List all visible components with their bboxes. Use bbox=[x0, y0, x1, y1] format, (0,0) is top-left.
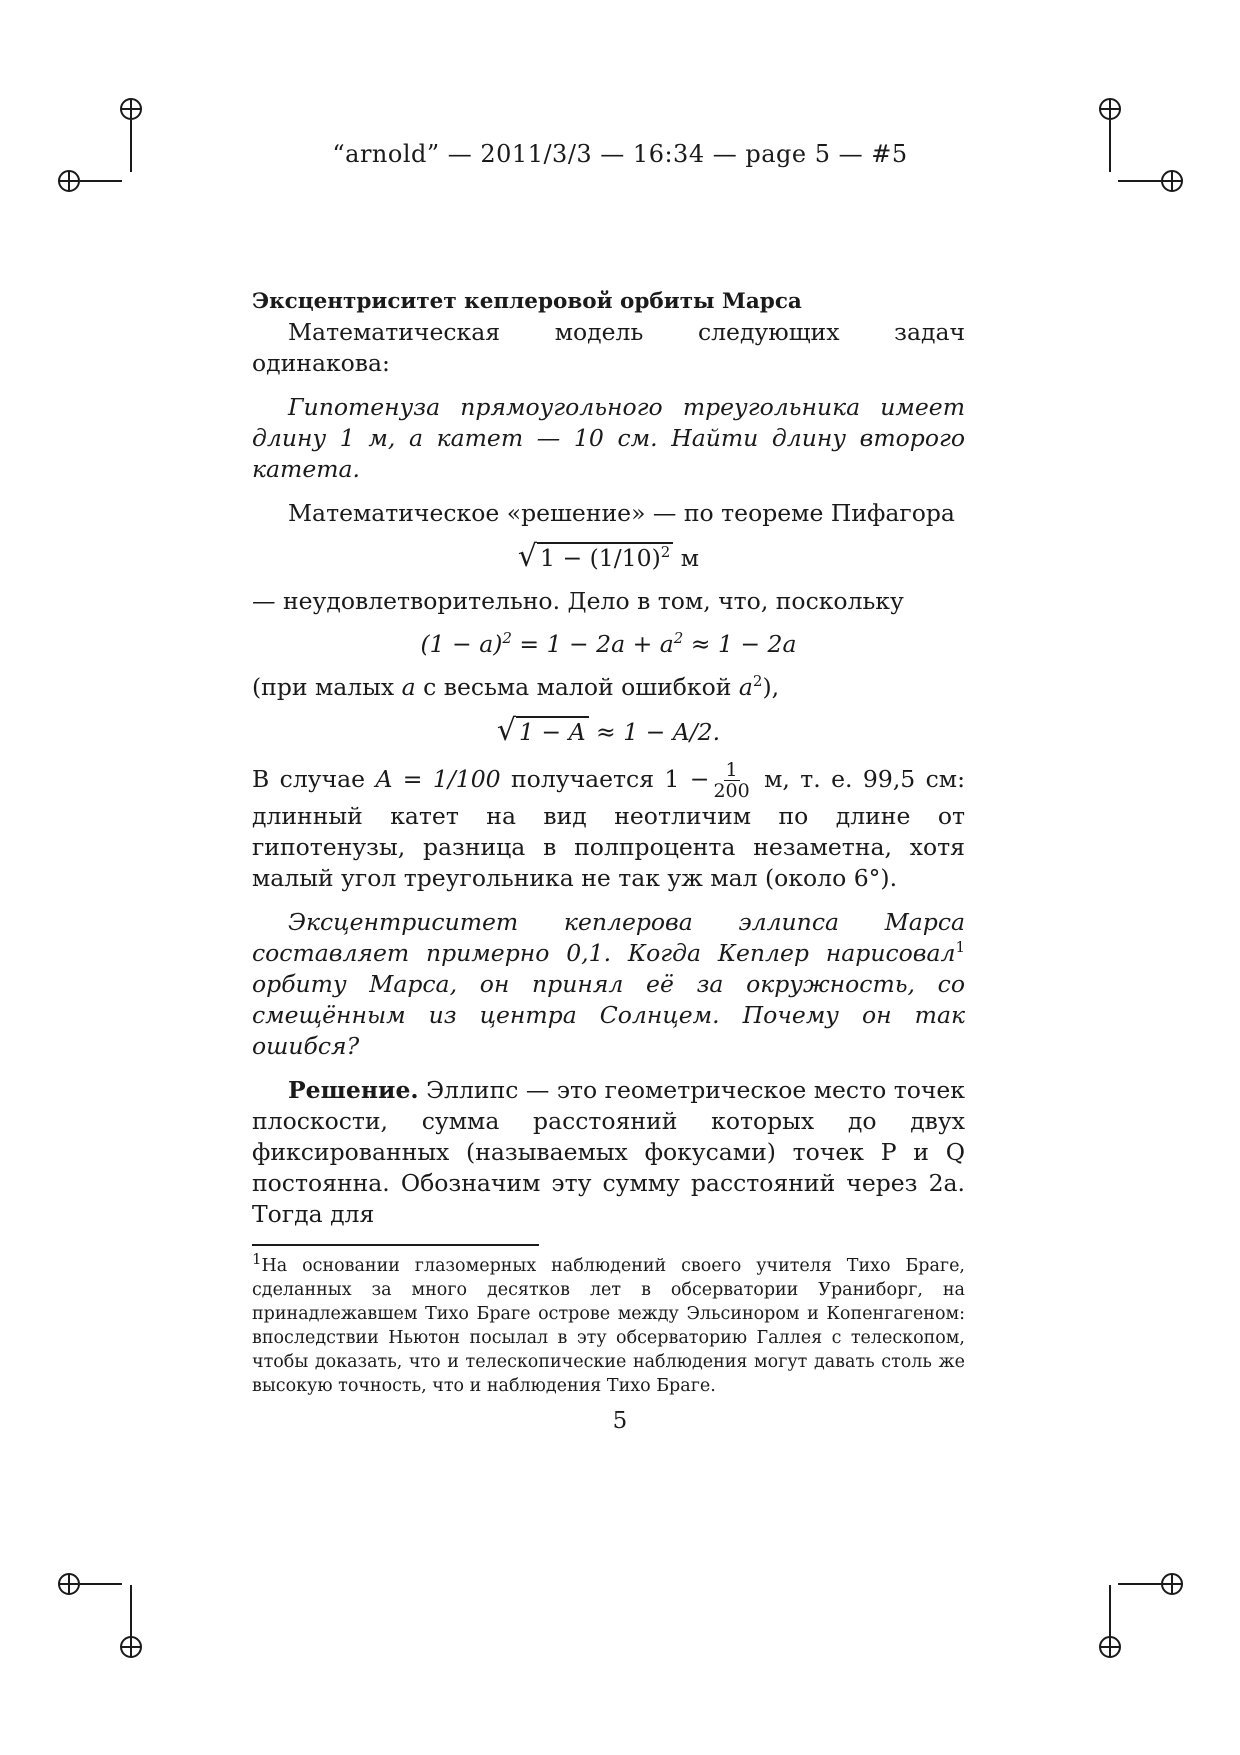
text-part: м, т. е. 99,5 см: длинный катет на вид неотличим по длине от гипотенузы, разница в полпроцента незаметна, хотя малый угол треугольника не так уж мал (около 6°). bbox=[252, 765, 965, 892]
solution-label: Решение. bbox=[288, 1076, 419, 1104]
exponent: 2 bbox=[502, 629, 512, 648]
registration-target-icon bbox=[1161, 170, 1183, 192]
sqrt-radicand: 1 − A bbox=[516, 716, 589, 746]
formula-approx bbox=[252, 715, 965, 748]
exponent: 2 bbox=[752, 672, 763, 691]
formula-part: ≈ 1 − 2a bbox=[683, 630, 797, 658]
numerator: 1 bbox=[725, 759, 738, 781]
registration-target-icon bbox=[1099, 1636, 1121, 1658]
crop-line bbox=[1118, 180, 1161, 182]
footnote-mark: 1 bbox=[252, 1249, 262, 1268]
text-part: орбиту Марса, он принял её за окружность, со смещённым из центра Солнцем. Почему он так ошибся? bbox=[252, 970, 965, 1060]
sqrt-expression bbox=[497, 715, 589, 748]
crop-line bbox=[130, 1585, 132, 1637]
sqrt-icon: √ bbox=[517, 539, 538, 574]
section-title: Эксцентриситет кеплеровой орбиты Марса bbox=[252, 289, 802, 314]
footnote-ref: 1 bbox=[955, 938, 965, 957]
footnote bbox=[252, 1249, 965, 1398]
math-var: a bbox=[738, 673, 753, 701]
formula-sqrt bbox=[252, 541, 965, 574]
text-part: с весьма малой ошибкой bbox=[415, 673, 739, 701]
math-expression: A = 1/100 bbox=[375, 765, 501, 793]
problem-statement: Гипотенуза прямоугольного треугольника имеет длину 1 м, а катет — 10 см. Найти длину второго катета. bbox=[252, 393, 965, 483]
solution-paragraph bbox=[252, 1075, 965, 1230]
text-part: Эксцентриситет кеплерова эллипса Марса составляет примерно 0,1. Когда Кеплер нарисовал bbox=[252, 908, 965, 967]
crop-line bbox=[80, 180, 122, 182]
registration-target-icon bbox=[58, 1573, 80, 1595]
registration-target-icon bbox=[58, 170, 80, 192]
registration-target-icon bbox=[1099, 98, 1121, 120]
page-number: 5 bbox=[612, 1408, 628, 1434]
fraction bbox=[713, 760, 749, 801]
formula-part: (1 − a) bbox=[420, 630, 503, 658]
sqrt-radicand: 1 − (1/10) bbox=[540, 544, 661, 572]
unit: м bbox=[680, 544, 700, 572]
formula-binomial bbox=[252, 629, 965, 660]
denominator: 200 bbox=[713, 780, 750, 802]
problem-kepler bbox=[252, 907, 965, 1062]
text-part: ), bbox=[762, 673, 780, 701]
math-var: a bbox=[401, 673, 416, 701]
text-part: Эллипс — это геометрическое место точек плоскости, сумма расстояний которых до двух фиксированных (называемых фокусами) точек P и Q постоянна. Обозначим эту сумму расстояний через 2a. Тогда для bbox=[252, 1076, 965, 1228]
paragraph-pythagoras: Математическое «решение» — по теореме Пифагора bbox=[288, 499, 955, 527]
exponent: 2 bbox=[660, 543, 671, 562]
crop-line bbox=[1109, 1585, 1111, 1637]
exponent: 2 bbox=[673, 629, 684, 648]
footnote-rule bbox=[252, 1244, 539, 1246]
text-part: В случае bbox=[252, 765, 376, 793]
paragraph-unsatisfactory: — неудовлетворительно. Дело в том, что, поскольку bbox=[252, 587, 904, 615]
registration-target-icon bbox=[1161, 1573, 1183, 1595]
text-part: получается 1 − bbox=[500, 765, 710, 793]
sqrt-expression bbox=[518, 541, 673, 574]
formula-part: = 1 − 2a + a bbox=[511, 630, 674, 658]
paragraph-small-a bbox=[252, 672, 965, 703]
formula-part: ≈ 1 − A/2. bbox=[588, 718, 721, 746]
paragraph-intro: Математическая модель следующих задач одинакова: bbox=[252, 318, 965, 377]
page-body bbox=[252, 286, 965, 1398]
running-head: “arnold” — 2011/3/3 — 16:34 — page 5 — #5 bbox=[332, 140, 908, 168]
footnote-text: На основании глазомерных наблюдений своего учителя Тихо Браге, сделанных за много десятков лет в обсерватории Ураниборг, на принадлежавшем Тихо Браге острове между Эльсинором и Копенгагеном: впоследствии Ньютон посылал в эту обсерваторию Галлея с телескопом, чтобы доказать, что и телескопические наблюдения могут давать столь же высокую точность, что и наблюдения Тихо Браге. bbox=[252, 1255, 965, 1396]
registration-target-icon bbox=[120, 1636, 142, 1658]
crop-line bbox=[1118, 1583, 1161, 1585]
paragraph-case bbox=[252, 760, 965, 894]
text-part: (при малых bbox=[252, 673, 402, 701]
crop-line bbox=[80, 1583, 122, 1585]
registration-target-icon bbox=[120, 98, 142, 120]
sqrt-icon: √ bbox=[496, 713, 517, 748]
